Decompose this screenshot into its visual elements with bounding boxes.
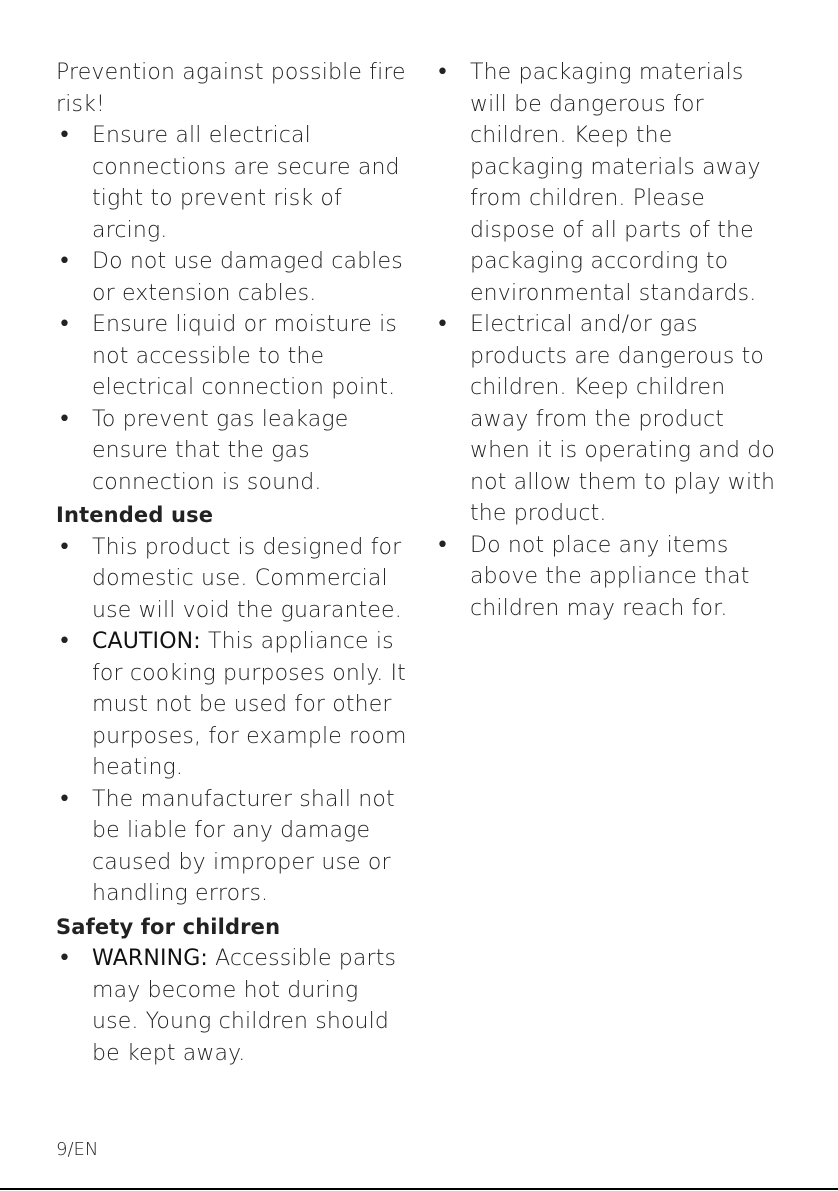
children-safety-heading: Safety for children: [56, 914, 281, 939]
children-safety-list-left: [56, 943, 411, 1069]
list-item-text: Electrical and/or gas products are dangerous to children. Keep children away from the product when it is operating and do not allow them to play with the product.: [470, 312, 776, 526]
bullet-dot-icon: •: [58, 946, 71, 971]
bottom-divider: [0, 1188, 838, 1190]
caution-label: CAUTION:: [92, 629, 201, 654]
list-item-text: To prevent gas leakage ensure that the gas connection is sound.: [92, 406, 349, 495]
intended-use-list: [56, 532, 411, 910]
list-item: [56, 246, 411, 309]
intended-use-heading: Intended use: [56, 503, 214, 527]
list-item-text: The packaging materials will be dangerous for children. Keep the packaging materials away from children. Please dispose of all parts of the packaging according to environmental standards.: [470, 60, 761, 306]
children-safety-list-right: [434, 57, 784, 624]
bullet-dot-icon: •: [436, 312, 449, 337]
list-item-body: Accessible parts may become hot during use. Young children should be kept away.: [92, 946, 397, 1066]
warning-label: WARNING:: [92, 946, 208, 971]
list-item-text: [92, 532, 411, 627]
bullet-dot-icon: •: [58, 123, 71, 148]
fire-risk-intro: Prevention against possible fire risk!: [56, 60, 406, 117]
bullet-dot-icon: •: [58, 249, 71, 274]
list-item: [56, 784, 411, 910]
list-item: [434, 309, 784, 530]
list-item: [434, 57, 784, 309]
list-item: [434, 530, 784, 625]
right-column: [434, 57, 784, 624]
list-item: [56, 532, 411, 627]
bullet-dot-icon: •: [58, 406, 71, 432]
list-item-text: [92, 626, 411, 784]
list-item-text: Ensure all electrical connections are secure and tight to prevent risk of arcing.: [92, 123, 400, 243]
list-item: [56, 943, 411, 1069]
list-item-body: This appliance is for cooking purposes only. It must not be used for other purposes, for example room heating.: [92, 629, 407, 780]
fire-risk-list: [56, 120, 411, 498]
page-number: 9/EN: [56, 1139, 99, 1160]
bullet-dot-icon: •: [436, 532, 449, 558]
list-item-text: Ensure liquid or moisture is not accessible to the electrical connection point.: [92, 312, 397, 400]
list-item: [56, 309, 411, 404]
bullet-dot-icon: •: [58, 534, 71, 560]
left-column: [56, 57, 411, 1069]
list-item-body: This product is designed for domestic use. Commercial use will void the guarantee.: [92, 534, 402, 623]
bullet-dot-icon: •: [58, 312, 71, 337]
list-item: [56, 404, 411, 499]
list-item-text: Do not use damaged cables or extension cables.: [92, 249, 403, 306]
bullet-dot-icon: •: [58, 629, 71, 654]
list-item: [56, 626, 411, 784]
list-item-body: The manufacturer shall not be liable for any damage caused by improper use or handling errors.: [92, 786, 395, 906]
list-item-text: Do not place any items above the appliance that children may reach for.: [470, 532, 750, 621]
list-item-text: [92, 784, 411, 910]
bullet-dot-icon: •: [58, 786, 71, 812]
bullet-dot-icon: •: [436, 60, 449, 85]
list-item-text: [92, 943, 411, 1069]
list-item: [56, 120, 411, 246]
